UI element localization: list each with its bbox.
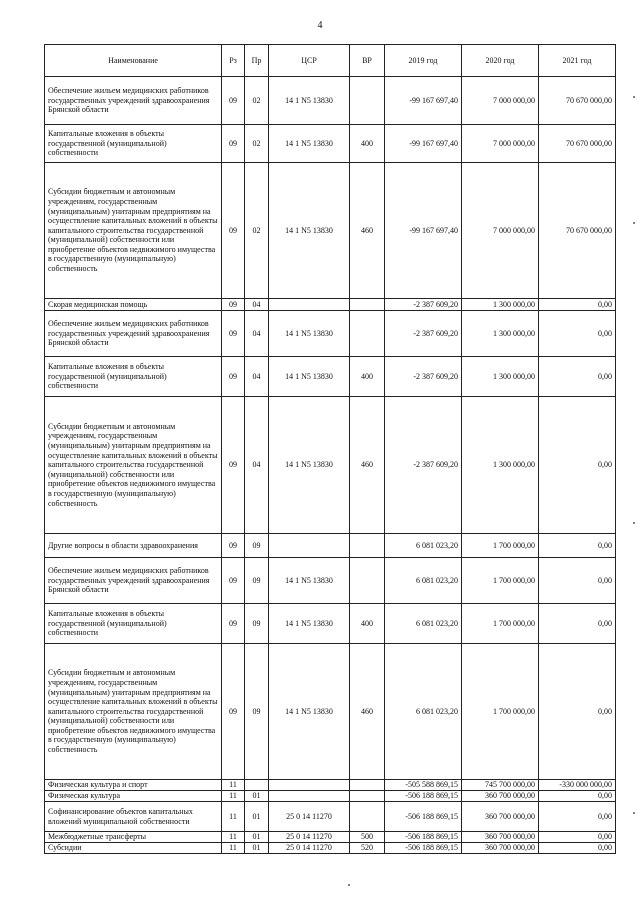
row-name: Физическая культура	[45, 791, 222, 802]
row-name: Скорая медицинская помощь	[45, 299, 222, 311]
row-name: Софинансирование объектов капитальных вложений муниципальной собственности	[45, 802, 222, 832]
row-name: Субсидии бюджетным и автономным учреждениям, государственным (муниципальным) унитарным предприятиям на осуществление капитальных вложений в объекты капитального строительства государственной (муниципальной) собственности или приобретение объектов недвижимого имущества в государственную (муниципальную) собственность	[45, 163, 222, 299]
row-2020: 7 000 000,00	[462, 125, 539, 163]
row-2021: -330 000 000,00	[539, 780, 616, 791]
row-vr	[350, 791, 385, 802]
row-2020: 1 300 000,00	[462, 299, 539, 311]
row-rz: 09	[222, 558, 245, 604]
row-2021: 0,00	[539, 397, 616, 534]
row-2020: 1 700 000,00	[462, 558, 539, 604]
row-vr	[350, 77, 385, 125]
row-2021: 0,00	[539, 534, 616, 558]
table-row	[45, 163, 616, 299]
row-2019: -506 188 869,15	[385, 843, 462, 854]
row-csr: 14 1 N5 13830	[269, 604, 350, 644]
row-csr: 25 0 14 11270	[269, 843, 350, 854]
table-row	[45, 791, 616, 802]
row-name: Капитальные вложения в объекты государственной (муниципальной) собственности	[45, 357, 222, 397]
row-name: Физическая культура и спорт	[45, 780, 222, 791]
header-row	[45, 45, 616, 77]
header-2020: 2020 год	[462, 45, 539, 77]
row-vr: 520	[350, 843, 385, 854]
row-csr: 14 1 N5 13830	[269, 311, 350, 357]
row-2020: 1 300 000,00	[462, 357, 539, 397]
row-2019: -506 188 869,15	[385, 802, 462, 832]
scan-speck	[348, 884, 350, 886]
row-2019: 6 081 023,20	[385, 604, 462, 644]
row-2021: 0,00	[539, 832, 616, 843]
row-2019: -2 387 609,20	[385, 311, 462, 357]
row-2020: 745 700 000,00	[462, 780, 539, 791]
row-2020: 360 700 000,00	[462, 832, 539, 843]
row-csr: 14 1 N5 13830	[269, 558, 350, 604]
row-2021: 70 670 000,00	[539, 163, 616, 299]
row-2020: 7 000 000,00	[462, 77, 539, 125]
header-csr: ЦСР	[269, 45, 350, 77]
table-row	[45, 802, 616, 832]
row-vr	[350, 299, 385, 311]
row-vr: 460	[350, 644, 385, 780]
row-pr: 09	[245, 534, 269, 558]
row-name: Обеспечение жильем медицинских работников государственных учреждений здравоохранения Брянской области	[45, 558, 222, 604]
row-2019: -505 588 869,15	[385, 780, 462, 791]
row-2020: 1 700 000,00	[462, 534, 539, 558]
row-name: Капитальные вложения в объекты государственной (муниципальной) собственности	[45, 125, 222, 163]
header-pr: Пр	[245, 45, 269, 77]
row-name: Субсидии бюджетным и автономным учреждениям, государственным (муниципальным) унитарным предприятиям на осуществление капитальных вложений в объекты капитального строительства государственной (муниципальной) собственности или приобретение объектов недвижимого имущества в государственную (муниципальную) собственность	[45, 644, 222, 780]
row-name: Капитальные вложения в объекты государственной (муниципальной) собственности	[45, 604, 222, 644]
row-2019: -506 188 869,15	[385, 791, 462, 802]
row-csr: 14 1 N5 13830	[269, 644, 350, 780]
row-csr: 14 1 N5 13830	[269, 357, 350, 397]
header-vr: ВР	[350, 45, 385, 77]
row-2019: -99 167 697,40	[385, 77, 462, 125]
table-row	[45, 357, 616, 397]
row-2020: 360 700 000,00	[462, 802, 539, 832]
row-name: Субсидии бюджетным и автономным учреждениям, государственным (муниципальным) унитарным предприятиям на осуществление капитальных вложений в объекты капитального строительства государственной (муниципальной) собственности или приобретение объектов недвижимого имущества в государственную (муниципальную) собственность	[45, 397, 222, 534]
row-2020: 360 700 000,00	[462, 791, 539, 802]
row-pr: 04	[245, 397, 269, 534]
row-2019: -2 387 609,20	[385, 299, 462, 311]
row-2020: 1 700 000,00	[462, 604, 539, 644]
row-name: Обеспечение жильем медицинских работников государственных учреждений здравоохранения Брянской области	[45, 77, 222, 125]
row-pr: 01	[245, 791, 269, 802]
header-name: Наименование	[45, 45, 222, 77]
row-2020: 1 300 000,00	[462, 397, 539, 534]
row-vr	[350, 311, 385, 357]
row-2019: -2 387 609,20	[385, 397, 462, 534]
row-2021: 0,00	[539, 558, 616, 604]
row-vr	[350, 802, 385, 832]
table-row	[45, 604, 616, 644]
row-2021: 0,00	[539, 604, 616, 644]
row-2021: 70 670 000,00	[539, 125, 616, 163]
page-number: 4	[317, 20, 323, 31]
row-vr: 400	[350, 357, 385, 397]
row-pr	[245, 780, 269, 791]
table-row	[45, 299, 616, 311]
header-2021: 2021 год	[539, 45, 616, 77]
row-csr: 25 0 14 11270	[269, 802, 350, 832]
row-2019: -2 387 609,20	[385, 357, 462, 397]
row-rz: 11	[222, 802, 245, 832]
row-pr: 01	[245, 832, 269, 843]
row-rz: 09	[222, 163, 245, 299]
row-csr	[269, 791, 350, 802]
header-rz: Рз	[222, 45, 245, 77]
row-rz: 09	[222, 604, 245, 644]
row-2020: 1 700 000,00	[462, 644, 539, 780]
row-2019: 6 081 023,20	[385, 534, 462, 558]
row-name: Обеспечение жильем медицинских работников государственных учреждений здравоохранения Брянской области	[45, 311, 222, 357]
row-vr: 500	[350, 832, 385, 843]
row-vr	[350, 780, 385, 791]
row-pr: 04	[245, 311, 269, 357]
row-2021: 0,00	[539, 299, 616, 311]
row-vr	[350, 558, 385, 604]
row-rz: 09	[222, 311, 245, 357]
row-pr: 02	[245, 163, 269, 299]
row-rz: 11	[222, 791, 245, 802]
table-row	[45, 397, 616, 534]
row-csr: 14 1 N5 13830	[269, 397, 350, 534]
row-pr: 04	[245, 299, 269, 311]
row-csr: 14 1 N5 13830	[269, 77, 350, 125]
table-row	[45, 125, 616, 163]
row-name: Межбюджетные трансферты	[45, 832, 222, 843]
row-pr: 01	[245, 802, 269, 832]
row-vr: 460	[350, 397, 385, 534]
row-2021: 0,00	[539, 843, 616, 854]
scan-speck	[633, 522, 635, 524]
row-pr: 01	[245, 843, 269, 854]
row-rz: 11	[222, 832, 245, 843]
row-2019: -99 167 697,40	[385, 163, 462, 299]
row-2021: 70 670 000,00	[539, 77, 616, 125]
row-pr: 02	[245, 77, 269, 125]
row-rz: 11	[222, 843, 245, 854]
row-2021: 0,00	[539, 644, 616, 780]
row-vr	[350, 534, 385, 558]
table-row	[45, 558, 616, 604]
row-name: Другие вопросы в области здравоохранения	[45, 534, 222, 558]
row-vr: 460	[350, 163, 385, 299]
scan-speck	[633, 96, 635, 98]
row-name: Субсидии	[45, 843, 222, 854]
row-rz: 09	[222, 357, 245, 397]
table-row	[45, 644, 616, 780]
budget-table	[44, 44, 616, 854]
row-pr: 04	[245, 357, 269, 397]
row-2019: 6 081 023,20	[385, 558, 462, 604]
row-rz: 09	[222, 397, 245, 534]
table-row	[45, 832, 616, 843]
row-csr: 25 0 14 11270	[269, 832, 350, 843]
table-row	[45, 534, 616, 558]
scan-speck	[633, 812, 635, 814]
row-rz: 09	[222, 299, 245, 311]
row-csr	[269, 534, 350, 558]
row-rz: 11	[222, 780, 245, 791]
row-rz: 09	[222, 644, 245, 780]
row-vr: 400	[350, 125, 385, 163]
row-pr: 02	[245, 125, 269, 163]
row-pr: 09	[245, 604, 269, 644]
scan-speck	[633, 222, 635, 224]
row-2021: 0,00	[539, 791, 616, 802]
row-2019: -99 167 697,40	[385, 125, 462, 163]
row-2021: 0,00	[539, 311, 616, 357]
row-2019: -506 188 869,15	[385, 832, 462, 843]
row-vr: 400	[350, 604, 385, 644]
table-row	[45, 77, 616, 125]
table-body	[45, 77, 616, 854]
row-2021: 0,00	[539, 802, 616, 832]
row-2020: 7 000 000,00	[462, 163, 539, 299]
row-rz: 09	[222, 125, 245, 163]
table-row	[45, 780, 616, 791]
row-csr	[269, 299, 350, 311]
table-row	[45, 311, 616, 357]
row-csr: 14 1 N5 13830	[269, 125, 350, 163]
row-rz: 09	[222, 77, 245, 125]
row-csr	[269, 780, 350, 791]
row-rz: 09	[222, 534, 245, 558]
row-2019: 6 081 023,20	[385, 644, 462, 780]
row-2021: 0,00	[539, 357, 616, 397]
row-2020: 1 300 000,00	[462, 311, 539, 357]
header-2019: 2019 год	[385, 45, 462, 77]
table-header	[45, 45, 616, 77]
row-pr: 09	[245, 558, 269, 604]
table-row	[45, 843, 616, 854]
row-pr: 09	[245, 644, 269, 780]
row-2020: 360 700 000,00	[462, 843, 539, 854]
row-csr: 14 1 N5 13830	[269, 163, 350, 299]
